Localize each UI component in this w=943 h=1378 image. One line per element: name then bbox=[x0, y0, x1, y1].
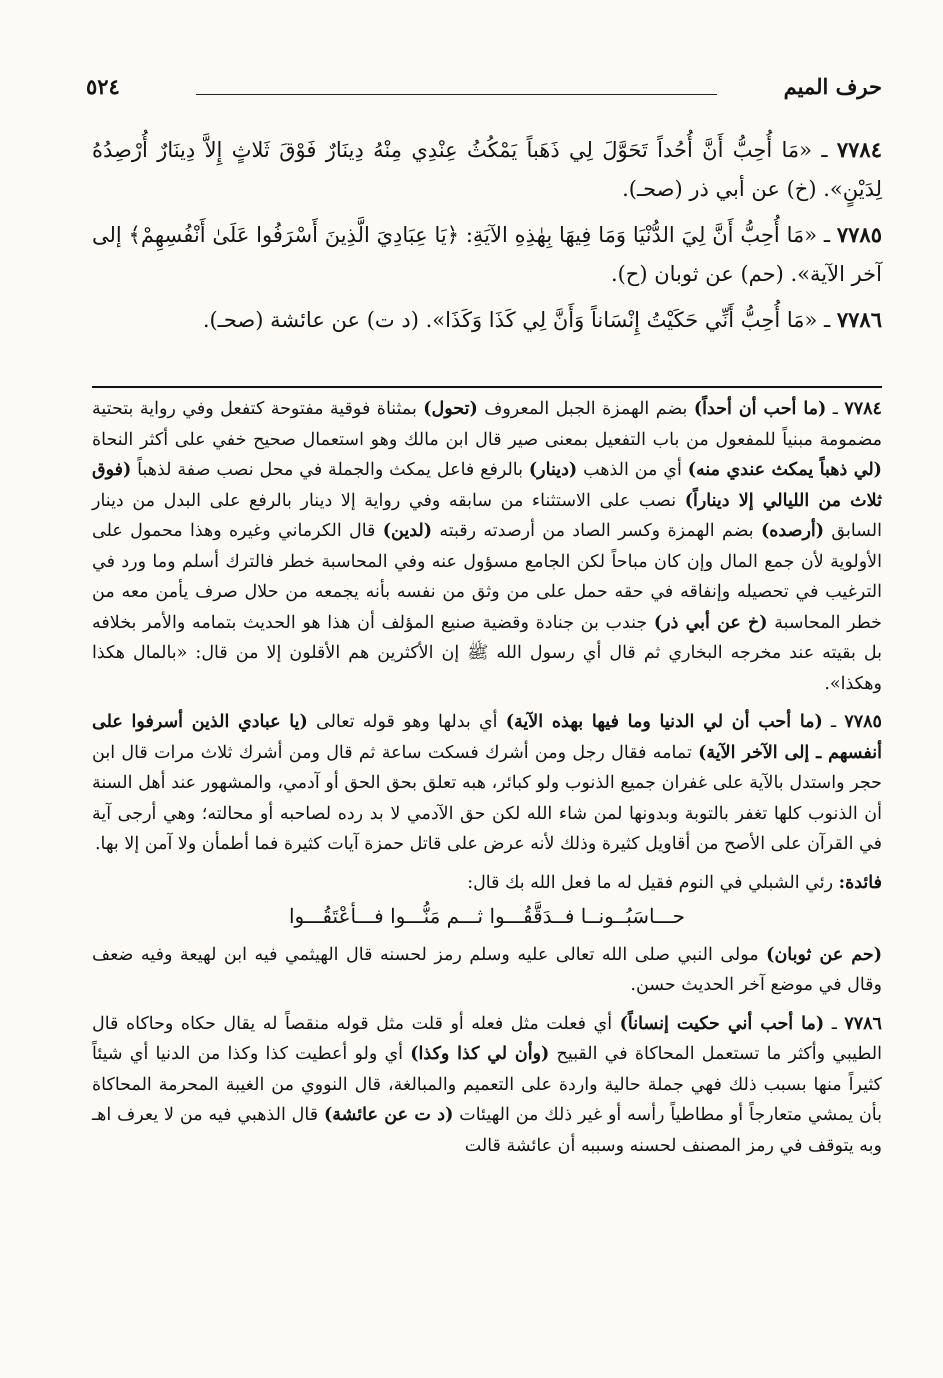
hadith-7785 bbox=[92, 215, 882, 294]
source-citation: (حم عن ثوبان) bbox=[766, 944, 882, 965]
hadith-text: ـ «مَا أُحِبُّ أَنِّي حَكَيْتُ إِنْسَاناً وَأَنَّ لِي كَذَا وَكَذَا». (د ت) عن عائشة (صحـ). bbox=[202, 308, 831, 332]
source-citation: (خ عن أبي ذر) bbox=[653, 612, 768, 633]
commentary-text: أي ولو أعطيت كذا وكذا من الدنيا أي شيئاً كثيراً منها بسبب ذلك فهي جملة حالية واردة على التعميم والمبالغة، قال النووي من الغيبة المحرمة المحاكاة بأن يمشي متعارجاً أو مطاطياً رأسه أو غير ذلك من الهيئات bbox=[92, 1044, 882, 1125]
commentary-text: قال الكرماني وغيره وهذا محمول على الأولوية لأن جمع المال وإن كان مباحاً لكن الجامع مسؤول عنه وفي المحاسبة خطر فالترك أسلم وما ورد في الترغيب في تحصيله وإنفاقه في حقه حمل على من وثق من نفسه بأنه يجمعه من حلال صرف يأمن معه من خطر المحاسبة bbox=[92, 521, 882, 633]
quoted-phrase: (ما أحب أن لي الدنيا وما فيها بهذه الآية) bbox=[505, 712, 823, 732]
faida-text: رئي الشبلي في النوم فقيل له ما فعل الله بك قال: bbox=[467, 872, 834, 893]
faida-label: فائدة: bbox=[838, 872, 882, 893]
poem-verse: حـــاسَبُــونــا فــدَقَّقُـــوا ثـــم مَنُّـــوا فـــأعْتَقُـــوا bbox=[288, 903, 686, 928]
quoted-phrase: (أرصده) bbox=[760, 521, 825, 541]
commentary-text: جندب بن جنادة وقضية صنيع المؤلف أن هذا هو الحديث بتمامه والأمر بخلافه بل بقيته عند مخرجه البخاري ثم قال أي رسول الله ﷺ إن الأكثرين هم الأقلون إلا من قال: «بالمال هكذا وهكذا». bbox=[92, 612, 882, 694]
quoted-phrase: (دينار) bbox=[528, 460, 578, 480]
commentary-7785: ٧٧٨٥ ـ (ما أحب أن لي الدنيا وما فيها بهذه الآية) أي بدلها وهو قوله تعالى (يا عبادي الذين أسرفوا على أنفسهم ـ إلى الآخر الآية) تمامه فقال رجل ومن أشرك فسكت ساعة ثم قال ومن أشرك ثلاث مرات قال ابن حجر واستدل بالآية على غفران جميع الذنوب ولو كبائر، هبه تعلق بحق الحق أو آدمي، والمشهور عند أهل السنة أن الذنوب كلها تغفر بالتوبة وبدونها لمن شاء الله لكن حق الآدمي لا بد رده لصاحبه أو محالته؛ وهي أرجى آية في القرآن على الأصح من أقاويل كثيرة وذلك لأنه عرض على قاتل حمزة آيات كثيرة فما أطمأن ولا آمن إلا بها. bbox=[92, 712, 882, 854]
section-divider bbox=[92, 386, 882, 388]
hadith-number: ٧٧٨٦ bbox=[836, 307, 882, 332]
quoted-phrase: (وأن لي كذا وكذا) bbox=[410, 1044, 550, 1064]
commentary-text: تمامه فقال رجل ومن أشرك فسكت ساعة ثم قال ومن أشرك ثلاث مرات قال ابن حجر واستدل بالآية على غفران جميع الذنوب ولو كبائر، هبه تعلق بحق الحق أو آدمي، والمشهور عند أهل السنة أن الذنوب كلها تغفر بالتوبة وبدونها لمن شاء الله لكن حق الآدمي لا بد رده لصاحبه أو محالته؛ وهي أرجى آية في القرآن على الأصح من أقاويل كثيرة وذلك لأنه عرض على قاتل حمزة آيات كثيرة فما أطمأن ولا آمن إلا بها. bbox=[92, 742, 882, 854]
quoted-phrase: (فوق ثلاث من الليالي إلا ديناراً) bbox=[92, 460, 882, 511]
commentary-block bbox=[92, 394, 882, 1169]
page-number: ٥٢٤ bbox=[86, 74, 120, 99]
commentary-number: ٧٧٨٦ bbox=[844, 1013, 882, 1034]
hadith-number: ٧٧٨٤ bbox=[836, 137, 882, 162]
commentary-text: أي فعلت مثل فعله أو قلت مثل قوله منقصاً له يقال حكاه وحاكاه قال الطيبي وأكثر ما تستعمل المحاكاة في القبيح bbox=[92, 1013, 882, 1064]
commentary-text: نصب على الاستثناء من سابقه وفي رواية إلا دينار بالرفع على البدل من دينار السابق bbox=[92, 490, 882, 541]
quoted-phrase: (تحول) bbox=[423, 399, 478, 419]
commentary-number: ٧٧٨٥ bbox=[844, 712, 882, 732]
commentary-7786: ٧٧٨٦ ـ (ما أحب أني حكيت إنساناً) أي فعلت مثل فعله أو قلت مثل قوله منقصاً له يقال حكاه وحاكاه قال الطيبي وأكثر ما تستعمل المحاكاة في القبيح (وأن لي كذا وكذا) أي ولو أعطيت كذا وكذا من الدنيا أي شيئاً كثيراً منها بسبب ذلك فهي جملة حالية واردة على التعميم والمبالغة، قال النووي من الغيبة المحرمة المحاكاة بأن يمشي متعارجاً أو مطاطياً رأسه أو غير ذلك من الهيئات (د ت عن عائشة) قال الذهبي فيه من لا يعرف اهـ وبه يتوقف في رمز المصنف لحسنه وسببه أن عائشة قالت bbox=[92, 1013, 882, 1156]
quoted-phrase: (يا عبادي الذين أسرفوا على أنفسهم ـ إلى الآخر الآية) bbox=[92, 712, 882, 763]
header-rule bbox=[196, 94, 717, 95]
commentary-text: بالرفع فاعل يمكث والجملة في محل نصب صفة لذهباً bbox=[137, 460, 524, 480]
page-header bbox=[86, 72, 882, 108]
source-citation: (د ت عن عائشة) bbox=[323, 1105, 454, 1125]
quoted-phrase: (ما أحب أني حكيت إنساناً) bbox=[619, 1013, 825, 1034]
hadith-7786 bbox=[92, 300, 882, 340]
quoted-phrase: (لدين) bbox=[382, 521, 432, 541]
hadith-7784 bbox=[92, 130, 882, 209]
commentary-number: ٧٧٨٤ bbox=[844, 399, 882, 419]
commentary-text: بمثناة فوقية مفتوحة كتفعل وفي رواية بتحتية مضمومة مبنياً للمفعول من باب التفعيل بمعنى صير قال ابن مالك وهو استعمال صحيح خفي على أكثر النحاة bbox=[92, 399, 882, 450]
hadith-text-block bbox=[92, 130, 882, 346]
commentary-7784: ٧٧٨٤ ـ (ما أحب أن أحداً) بضم الهمزة الجبل المعروف (تحول) بمثناة فوقية مفتوحة كتفعل وفي رواية بتحتية مضمومة مبنياً للمفعول من باب التفعيل بمعنى صير قال ابن مالك وهو استعمال صحيح خفي على أكثر النحاة (لي ذهباً يمكث عندي منه) أي من الذهب (دينار) بالرفع فاعل يمكث والجملة في محل نصب صفة لذهباً (فوق ثلاث من الليالي إلا ديناراً) نصب على الاستثناء من سابقه وفي رواية إلا دينار بالرفع على البدل من دينار السابق (أرصده) بضم الهمزة وكسر الصاد من أرصدته رقبته (لدين) قال الكرماني وغيره وهذا محمول على الأولوية لأن جمع المال وإن كان مباحاً لكن الجامع مسؤول عنه وفي المحاسبة خطر فالترك أسلم وما ورد في الترغيب في تحصيله وإنفاقه في حقه حمل على من وثق من نفسه بأنه يجمعه من حلال صرف يأمن معه من خطر المحاسبة (خ عن أبي ذر) جندب بن جنادة وقضية صنيع المؤلف أن هذا هو الحديث بتمامه والأمر بخلافه بل بقيته عند مخرجه البخاري ثم قال أي رسول الله ﷺ إن الأكثرين هم الأقلون إلا من قال: «بالمال هكذا وهكذا». bbox=[92, 399, 882, 694]
commentary-text: قال الذهبي فيه من لا يعرف اهـ وبه يتوقف في رمز المصنف لحسنه وسببه أن عائشة قالت bbox=[92, 1105, 882, 1156]
chapter-title: حرف الميم bbox=[783, 74, 882, 99]
quoted-phrase: (لي ذهباً يمكث عندي منه) bbox=[687, 460, 882, 480]
hadith-number: ٧٧٨٥ bbox=[836, 222, 882, 247]
faida-note bbox=[92, 868, 882, 898]
commentary-text: أي من الذهب bbox=[583, 460, 682, 480]
commentary-hum bbox=[92, 940, 882, 1001]
hadith-text: ـ «مَا أُحِبُّ أَنَّ لِيَ الدُّنْيَا وَمَا فِيهَا بِهٰذِهِ الآيَةِ: ﴿يَا عِبَادِيَ الَّذِينَ أَسْرَفُوا عَلَىٰ أَنْفُسِهِمْ﴾ إلى آخر الآية». (حم) عن ثوبان (ح). bbox=[92, 223, 882, 286]
quoted-phrase: (ما أحب أن أحداً) bbox=[693, 399, 827, 419]
hadith-text: ـ «مَا أُحِبُّ أَنَّ أُحُداً تَحَوَّلَ لِي ذَهَباً يَمْكُثُ عِنْدِي مِنْهُ دِينَارٌ فَوْقَ ثَلاثٍ إِلاَّ دِينَارٌ أُرْصِدُهُ لِدَيْنٍ». (خ) عن أبي ذر (صحـ). bbox=[92, 138, 882, 201]
commentary-text: بضم الهمزة الجبل المعروف bbox=[484, 399, 688, 419]
commentary-text: مولى النبي صلى الله تعالى عليه وسلم رمز لحسنه قال الهيثمي فيه ابن لهيعة وفيه ضعف وقال في موضع آخر الحديث حسن. bbox=[92, 944, 882, 995]
commentary-text: أي بدلها وهو قوله تعالى bbox=[316, 712, 498, 732]
commentary-text: بضم الهمزة وكسر الصاد من أرصدته رقبته bbox=[439, 521, 754, 541]
